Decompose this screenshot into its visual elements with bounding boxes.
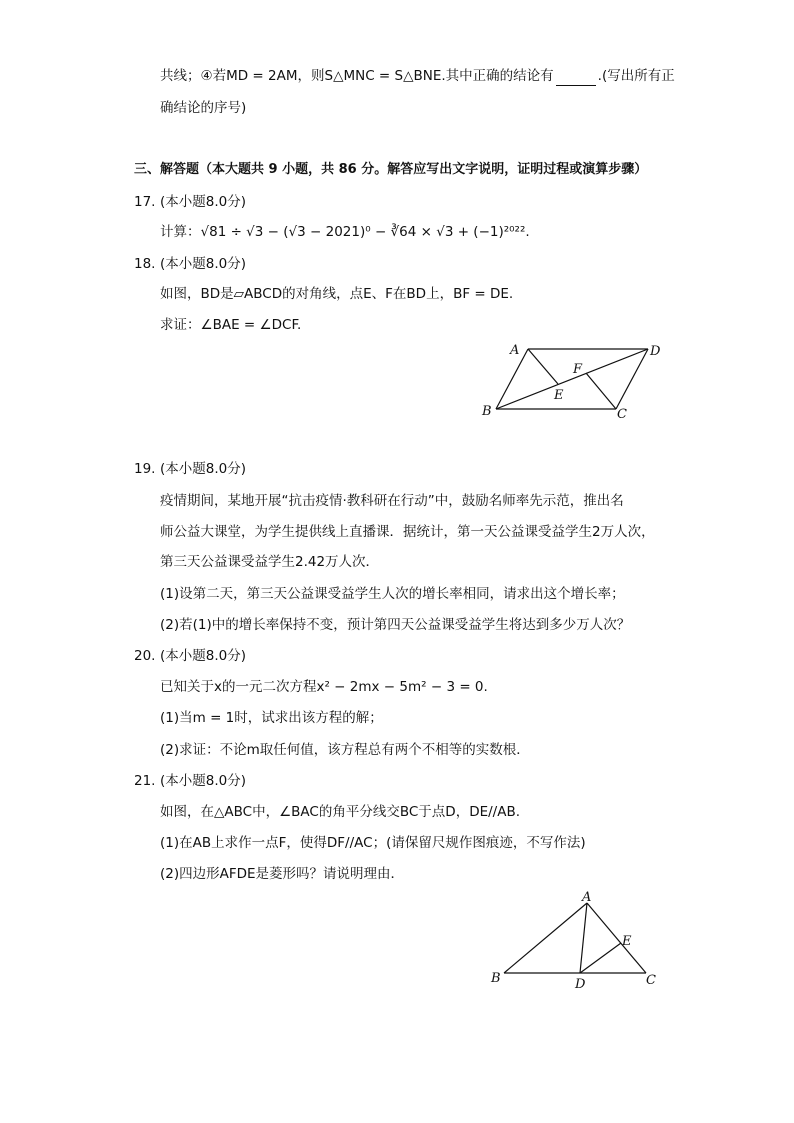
point-label: D bbox=[575, 977, 586, 992]
q16-line1-tail: .(写出所有正 bbox=[597, 68, 675, 84]
segment-AE bbox=[528, 349, 558, 384]
question-line: 疫情期间，某地开展“抗击疫情·教科研在行动”中，鼓励名师率先示范，推出名 bbox=[160, 493, 624, 509]
question-line: 如图，在△ABC中，∠BAC的角平分线交BC于点D，DE//AB. bbox=[160, 804, 521, 820]
question-line: 师公益大课堂，为学生提供线上直播课．据统计，第一天公益课受益学生2万人次， bbox=[160, 524, 655, 540]
question-line: 计算：√81 ÷ √3 − (√3 − 2021)⁰ − ∛64 × √3 + (−1)²⁰²². bbox=[160, 224, 530, 240]
question-line: (2)若(1)中的增长率保持不变，预计第四天公益课受益学生将达到多少万人次？ bbox=[160, 617, 631, 633]
question-line: 已知关于x的一元二次方程x² − 2mx − 5m² − 3 = 0. bbox=[160, 679, 488, 695]
point-label: B bbox=[491, 971, 501, 986]
edge-BA bbox=[496, 349, 528, 409]
q16-tail-line2: 确结论的序号) bbox=[160, 100, 247, 116]
segment-DE bbox=[580, 943, 621, 973]
question-number: 21. bbox=[134, 773, 156, 789]
edge-AB bbox=[504, 903, 587, 973]
triangle-figure bbox=[480, 888, 670, 992]
question-line: 如图，BD是▱ABCD的对角线，点E、F在BD上，BF = DE. bbox=[160, 286, 514, 302]
point-label: C bbox=[617, 407, 627, 422]
question-line: (1)当m = 1时，试求出该方程的解； bbox=[160, 710, 383, 726]
point-label: F bbox=[573, 362, 583, 377]
question-line: (1)设第二天，第三天公益课受益学生人次的增长率相同，请求出这个增长率； bbox=[160, 586, 625, 602]
question-score: (本小题8.0分) bbox=[160, 648, 247, 664]
parallelogram-figure bbox=[470, 338, 670, 424]
point-label: A bbox=[582, 890, 592, 905]
edge-DC bbox=[616, 349, 648, 409]
q16-line1-text: 共线；④若MD = 2AM，则S△MNC = S△BNE.其中正确的结论有 bbox=[160, 68, 554, 84]
question-line: 求证：∠BAE = ∠DCF. bbox=[160, 317, 302, 333]
question-number: 20. bbox=[134, 648, 156, 664]
point-label: E bbox=[554, 388, 564, 403]
question-line: 第三天公益课受益学生2.42万人次． bbox=[160, 554, 380, 570]
bisector-AD bbox=[580, 903, 587, 973]
question-line: (1)在AB上求作一点F，使得DF//AC；(请保留尺规作图痕迹，不写作法) bbox=[160, 835, 586, 851]
question-number: 17. bbox=[134, 194, 156, 210]
point-label: C bbox=[646, 973, 656, 988]
point-label: A bbox=[510, 343, 520, 358]
q16-tail-line1 bbox=[160, 66, 675, 86]
question-line: (2)四边形AFDE是菱形吗？请说明理由． bbox=[160, 866, 405, 882]
question-score: (本小题8.0分) bbox=[160, 194, 247, 210]
segment-CF bbox=[586, 373, 616, 409]
point-label: D bbox=[650, 344, 661, 359]
point-label: B bbox=[482, 404, 492, 419]
question-score: (本小题8.0分) bbox=[160, 461, 247, 477]
diagonal-BD bbox=[496, 349, 648, 409]
edge-AC bbox=[587, 903, 646, 973]
question-number: 19. bbox=[134, 461, 156, 477]
point-label: E bbox=[622, 934, 632, 949]
question-score: (本小题8.0分) bbox=[160, 773, 247, 789]
section-title: 三、解答题（本大题共 9 小题，共 86 分。解答应写出文字说明，证明过程或演算步骤） bbox=[134, 162, 648, 177]
answer-blank[interactable] bbox=[556, 71, 596, 86]
question-number: 18. bbox=[134, 256, 156, 272]
question-line: (2)求证：不论m取任何值，该方程总有两个不相等的实数根． bbox=[160, 742, 530, 758]
question-score: (本小题8.0分) bbox=[160, 256, 247, 272]
